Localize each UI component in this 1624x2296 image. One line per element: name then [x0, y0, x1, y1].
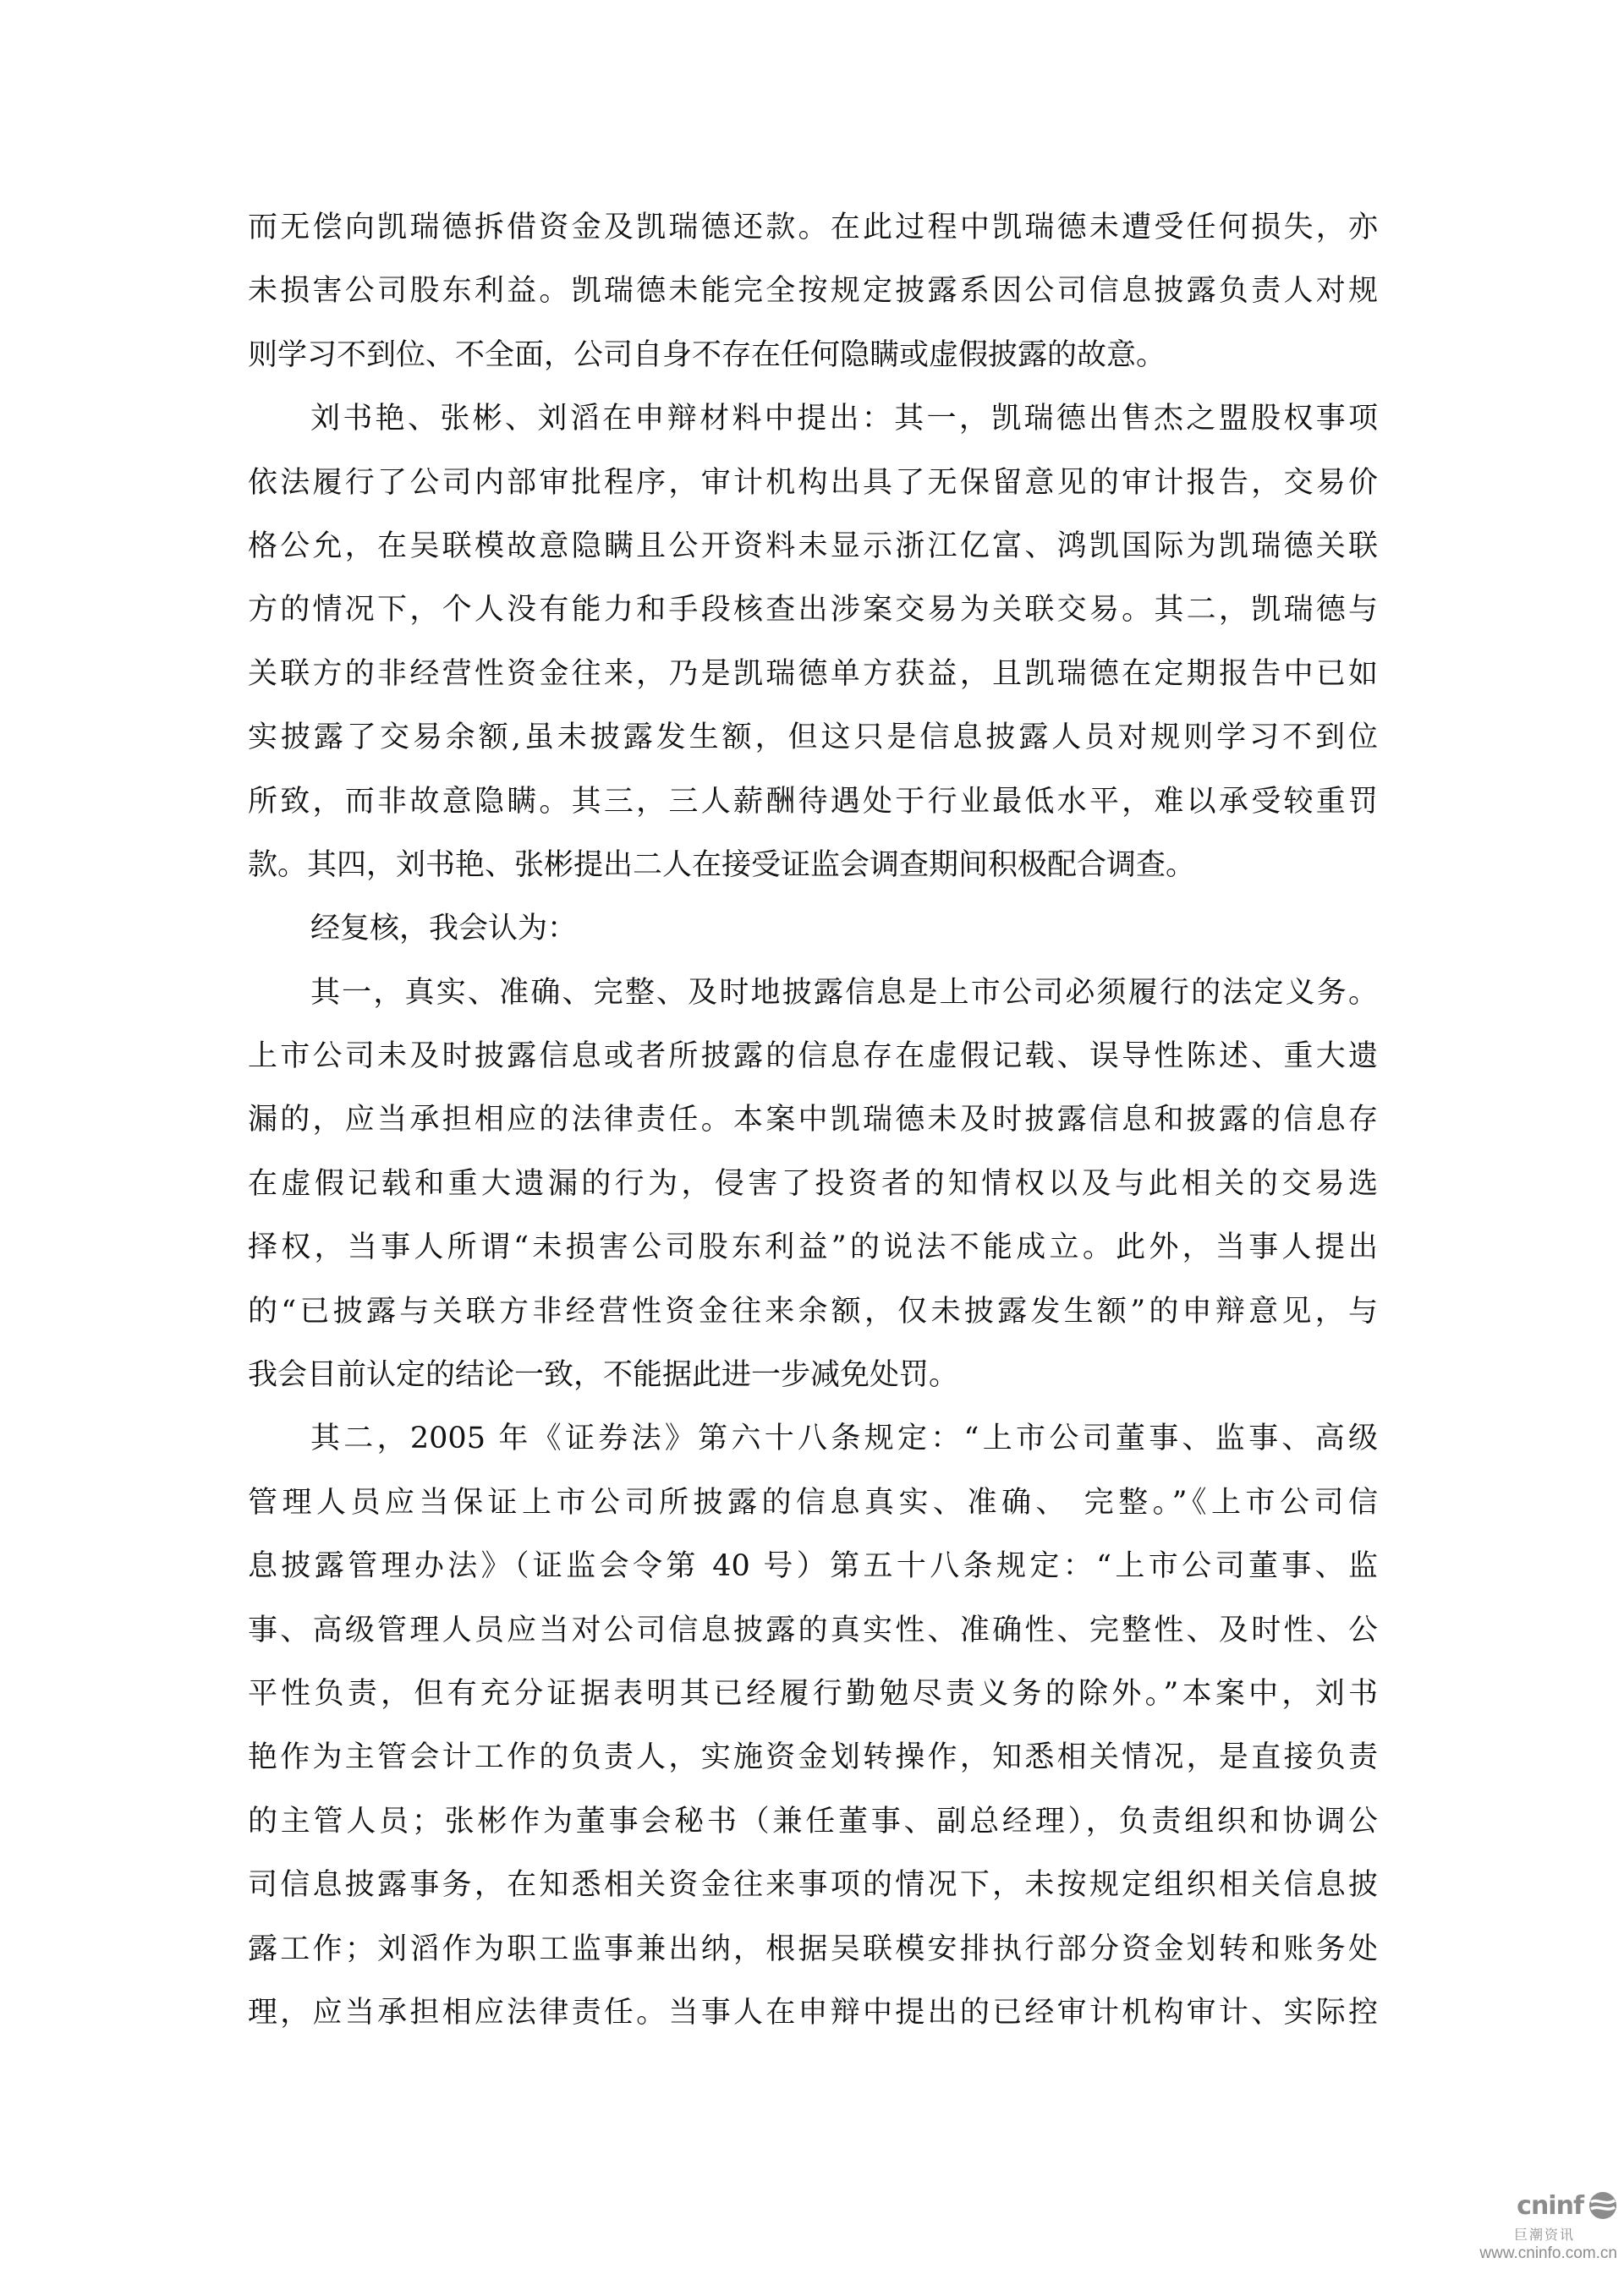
text-line: 上市公司未及时披露信息或者所披露的信息存在虚假记载、误导性陈述、重大遗 — [248, 1039, 1378, 1074]
logo-chinese-name: 巨潮资讯 — [1514, 2227, 1576, 2243]
document-body — [248, 207, 1378, 2056]
text-line: 理，应当承担相应法律责任。当事人在申辩中提出的已经审计机构审计、实际控 — [248, 1995, 1378, 2030]
text-line: 司信息披露事务，在知悉相关资金往来事项的情况下，未按规定组织相关信息披 — [248, 1868, 1378, 1903]
logo-brand-text: cninf — [1517, 2190, 1583, 2221]
text-line: 其一，真实、准确、完整、及时地披露信息是上市公司必须履行的法定义务。 — [310, 975, 1378, 1010]
text-line: 管理人员应当保证上市公司所披露的信息真实、准确、 完整。”《上市公司信 — [248, 1485, 1378, 1520]
text-line: 的主管人员；张彬作为董事会秘书（兼任董事、副总经理），负责组织和协调公 — [248, 1804, 1378, 1838]
text-line: 方的情况下，个人没有能力和手段核查出涉案交易为关联交易。其二，凯瑞德与 — [248, 593, 1378, 627]
text-line: 实披露了交易余额,虽未披露发生额，但这只是信息披露人员对规则学习不到位 — [248, 721, 1378, 755]
text-line: 刘书艳、张彬、刘滔在申辩材料中提出：其一，凯瑞德出售杰之盟股权事项 — [310, 402, 1378, 436]
text-line: 息披露管理办法》（证监会令第 40 号）第五十八条规定：“上市公司董事、监 — [248, 1549, 1378, 1584]
text-line: 事、高级管理人员应当对公司信息披露的真实性、准确性、完整性、及时性、公 — [248, 1613, 1378, 1647]
text-line: 依法履行了公司内部审批程序，审计机构出具了无保留意见的审计报告，交易价 — [248, 465, 1378, 500]
text-line: 未损害公司股东利益。凯瑞德未能完全按规定披露系因公司信息披露负责人对规 — [248, 274, 1378, 309]
cninfo-watermark — [1465, 2190, 1617, 2275]
logo-top-row — [1517, 2190, 1617, 2221]
text-line: 漏的，应当承担相应的法律责任。本案中凯瑞德未及时披露信息和披露的信息存 — [248, 1103, 1378, 1137]
text-line: 所致，而非故意隐瞒。其三，三人薪酬待遇处于行业最低水平，难以承受较重罚 — [248, 784, 1378, 819]
text-line: 在虚假记载和重大遗漏的行为，侵害了投资者的知情权以及与此相关的交易选 — [248, 1166, 1378, 1201]
logo-url: www.cninfo.com.cn — [1479, 2244, 1617, 2262]
text-line: 择权，当事人所谓“未损害公司股东利益”的说法不能成立。此外，当事人提出 — [248, 1230, 1378, 1265]
text-line: 艳作为主管会计工作的负责人，实施资金划转操作，知悉相关情况，是直接负责 — [248, 1740, 1378, 1775]
text-line: 露工作；刘滔作为职工监事兼出纳，根据吴联模安排执行部分资金划转和账务处 — [248, 1932, 1378, 1966]
text-line: 格公允，在吴联模故意隐瞒且公开资料未显示浙江亿富、鸿凯国际为凯瑞德关联 — [248, 529, 1378, 563]
text-line: 其二，2005 年《证券法》第六十八条规定：“上市公司董事、监事、高级 — [310, 1422, 1378, 1456]
text-line: 的“已披露与关联方非经营性资金往来余额，仅未披露发生额”的申辩意见，与 — [248, 1294, 1378, 1329]
text-line: 而无偿向凯瑞德拆借资金及凯瑞德还款。在此过程中凯瑞德未遭受任何损失，亦 — [248, 211, 1378, 244]
text-line: 我会目前认定的结论一致，不能据此进一步减免处罚。 — [248, 1358, 959, 1393]
text-line: 则学习不到位、不全面，公司自身不存在任何隐瞒或虚假披露的故意。 — [248, 337, 1166, 372]
cninfo-wave-logo-icon — [1588, 2191, 1617, 2220]
text-line: 经复核，我会认为： — [310, 912, 578, 946]
text-line: 关联方的非经营性资金往来，乃是凯瑞德单方获益，且凯瑞德在定期报告中已如 — [248, 656, 1378, 691]
text-line: 平性负责，但有充分证据表明其已经履行勤勉尽责义务的除外。”本案中，刘书 — [248, 1676, 1378, 1711]
text-line: 款。其四，刘书艳、张彬提出二人在接受证监会调查期间积极配合调查。 — [248, 847, 1196, 882]
